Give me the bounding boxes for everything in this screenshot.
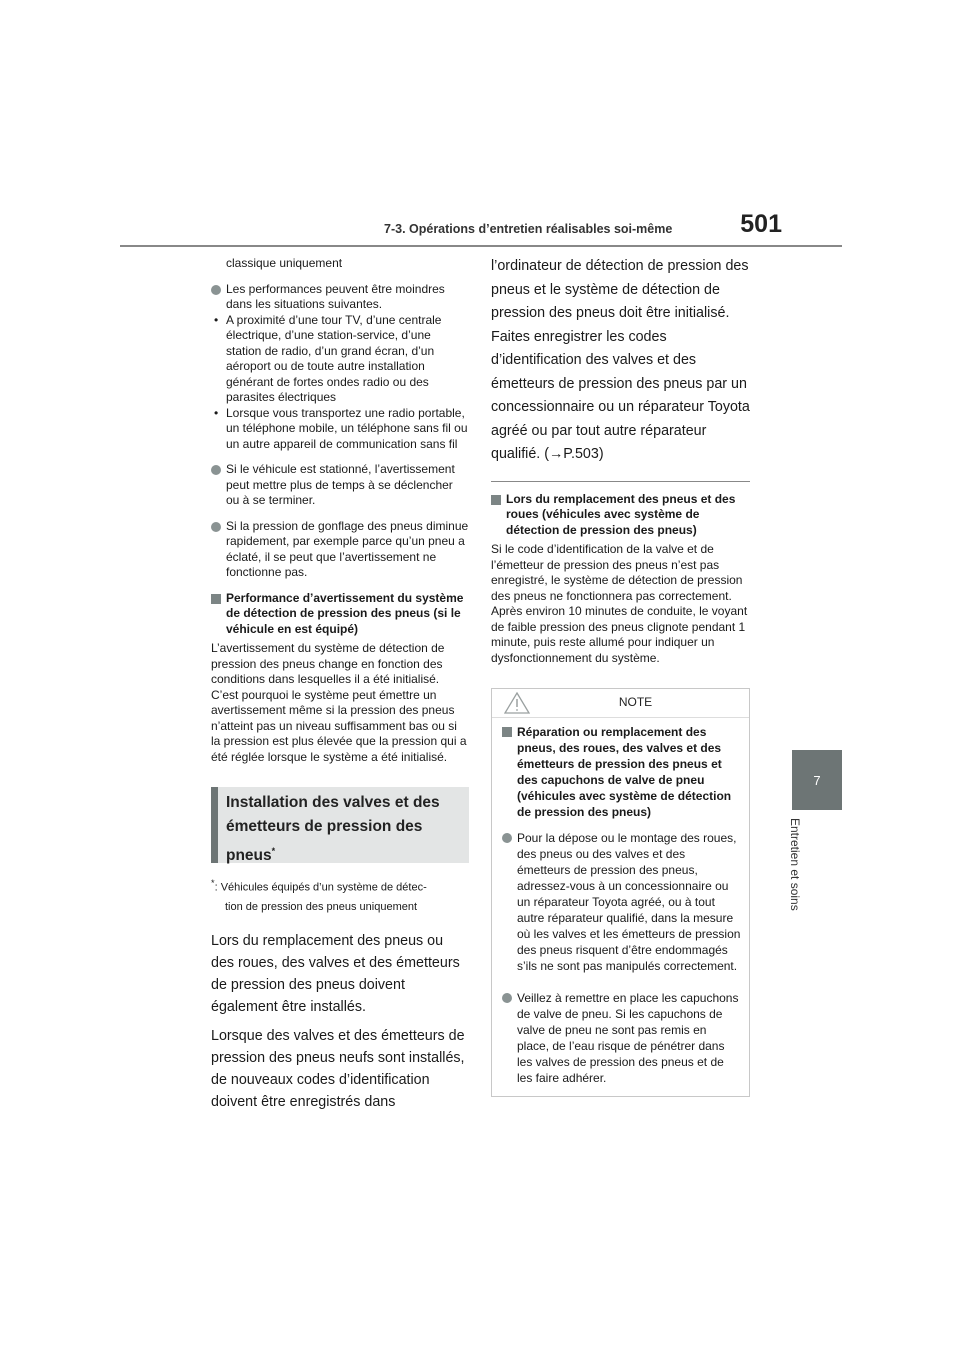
bullet-dot-icon — [502, 993, 512, 1003]
chapter-number: 7 — [813, 772, 821, 788]
note-header — [492, 689, 749, 718]
paragraph: Lors du remplacement des pneus ou des roues, des valves et des émetteurs de pression des pneus doivent également être installés. — [211, 932, 460, 1015]
square-bullet-icon — [491, 495, 501, 505]
paragraph: Lorsque des valves et des émetteurs de pression des pneus neufs sont installés, de nouveaux codes d’identification doivent être enregistrés dans — [211, 1027, 465, 1110]
section-title-line: Installation des valves et des — [226, 794, 440, 811]
note-body — [492, 718, 749, 1096]
bullet-item — [211, 282, 469, 313]
dash-text: A proximité d’une tour TV, d’une centrale électrique, d’une station-service, d’une station de radio, d’un grand écran, d’un aéroport ou de toute autre installation générant de fortes ondes radio ou des parasites électriques — [226, 312, 442, 404]
dash-bullet-icon: • — [214, 312, 219, 327]
section-title-box — [211, 787, 469, 863]
dash-text: Lorsque vous transportez une radio portable, un téléphone mobile, un téléphone sans fil ou un autre appareil de communication sans fil — [226, 405, 468, 451]
page-number: 501 — [740, 210, 782, 238]
footnote-text: tion de pression des pneus uniquement — [225, 900, 418, 913]
header-rule — [120, 245, 842, 247]
note-bullet-item — [502, 990, 741, 1086]
header-title: 7-3. Opérations d’entretien réalisables soi-même — [384, 222, 673, 236]
subheading — [491, 492, 750, 539]
section-title-line: pneus — [226, 847, 272, 865]
bullet-dot-icon — [211, 465, 221, 475]
bullet-dot-icon — [211, 285, 221, 295]
note-bullet-item — [502, 830, 741, 974]
dash-item — [211, 313, 469, 406]
warning-triangle-icon — [504, 692, 530, 719]
dash-bullet-icon: • — [214, 405, 219, 420]
footnote-marker: * — [271, 846, 276, 856]
subheading — [211, 591, 469, 638]
bullet-text: Si le véhicule est stationné, l’avertissement peut mettre plus de temps à se déclencher ou à se terminer. — [226, 462, 455, 507]
section-title-line: émetteurs de pression des — [226, 818, 423, 835]
note-label: NOTE — [618, 695, 653, 710]
square-bullet-icon — [502, 727, 512, 737]
paragraph: l’ordinateur de détection de pression des pneus et le système de détection de pression des pneus doit être initialisé. Faites enregistrer les codes d’identification des valves et des émetteurs de pression des pneus par un concessionnaire ou un réparateur Toyota agréé ou par tout autre réparateur qualifié. (→P.503) — [491, 258, 750, 462]
bullet-text: Si la pression de gonflage des pneus diminue rapidement, par exemple parce qu’un pneu a éclaté, il se peut que l’avertissement ne fonctionne pas. — [226, 518, 469, 579]
footnote — [211, 874, 469, 917]
footnote-text: : Véhicules équipés d’un système de détec- — [214, 881, 427, 894]
bullet-text: Veillez à remettre en place les capuchons de valve de pneu. Si les capuchons de valve de pneu ne sont pas remis en place, de l’eau risque de pénétrer dans les valves de pression des pneus et de les faire adhérer. — [517, 991, 739, 1085]
bullet-dot-icon — [211, 522, 221, 532]
subheading-text: Performance d’avertissement du système de détection de pression des pneus (si le véhicule en est équipé) — [226, 590, 464, 636]
divider — [491, 481, 750, 482]
right-column — [491, 255, 750, 1097]
note-box — [491, 688, 750, 1097]
note-subheading — [502, 724, 741, 820]
subheading-text: Lors du remplacement des pneus et des roues (véhicules avec système de détection de pression des pneus) — [506, 491, 736, 537]
continuation-text: classique uniquement — [226, 256, 343, 270]
dash-item — [211, 406, 469, 453]
bullet-dot-icon — [502, 833, 512, 843]
bullet-item — [211, 519, 469, 581]
bullet-text: Les performances peuvent être moindres dans les situations suivantes. — [226, 281, 445, 311]
chapter-tab — [792, 750, 842, 810]
footnote-asterisk: * — [211, 878, 215, 888]
bullet-item — [211, 462, 469, 509]
bullet-text: Pour la dépose ou le montage des roues, des pneus ou des valves et des émetteurs de pression des pneus, adressez-vous à un concessionnaire ou un réparateur Toyota agréé, ou à tout autre réparateur qualifié, dans la mesure où les valves et les émetteurs de pression des pneus risquent d’être endommagés s’ils ne sont pas manipulés correctement. — [517, 831, 741, 973]
body-text: Si le code d’identification de la valve et de l’émetteur de pression des pneus n’est pas enregistré, le système de détection de pression des pneus ne fonctionnera pas correctement. Après environ 10 minutes de conduite, le voyant de faible pression des pneus clignote pendant 1 minute, puis reste allumé pour indiquer un dysfonctionnement du système. — [491, 542, 748, 665]
chapter-label: Entretien et soins — [788, 818, 802, 911]
left-column — [211, 256, 469, 1113]
square-bullet-icon — [211, 594, 221, 604]
note-heading-text: Réparation ou remplacement des pneus, des roues, des valves et des émetteurs de pression des pneus et des capuchons de valve de pneu (véhicules avec système de détection de pression des pneus) — [517, 725, 732, 819]
body-text: L’avertissement du système de détection de pression des pneus change en fonction des conditions dans lesquelles il a été initialisé. C’est pourquoi le système peut émettre un avertissement même si la pression des pneus n’atteint pas un niveau suffisamment bas ou si la pression est plus élevée que la pression qui a été réglée lorsque le système a été initialisé. — [211, 641, 467, 764]
